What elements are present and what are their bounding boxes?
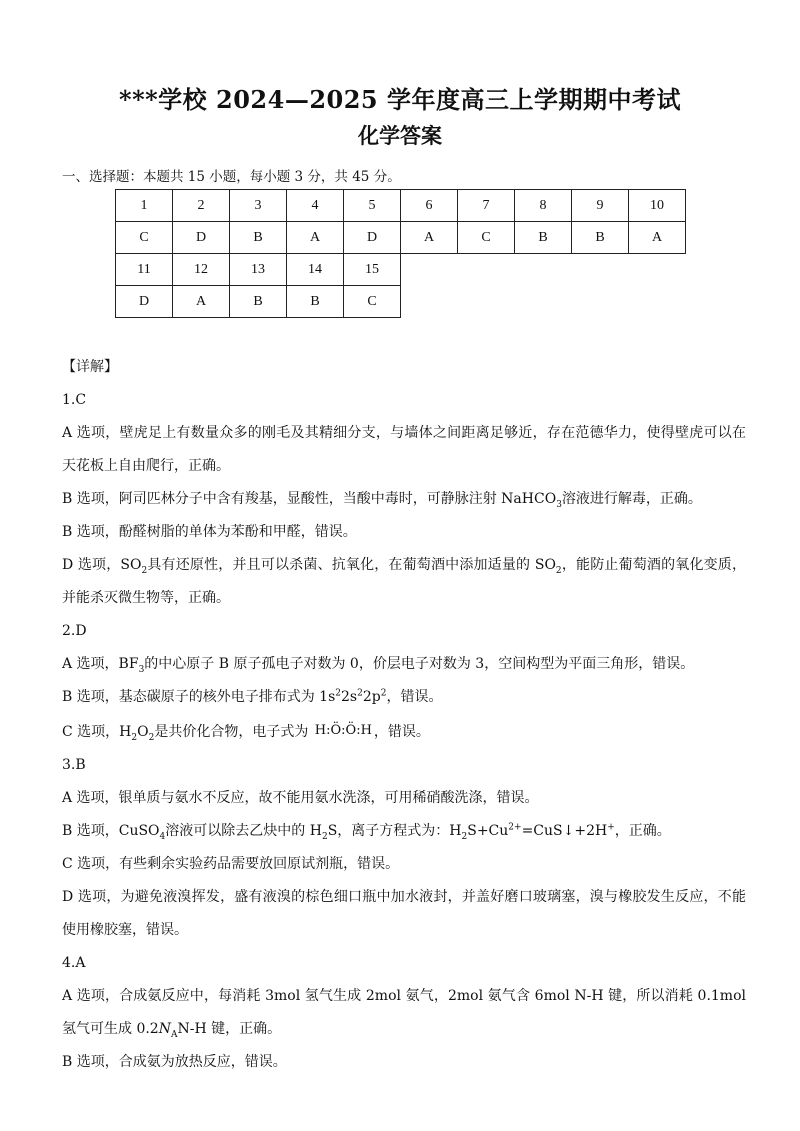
text-segment: 的中心原子 B 原子孤电子对数为 0，价层电子对数为 3，空间构型为平面三角形，错误。 [144, 656, 695, 672]
document-title: ***学校 2024—2025 学年度高三上学期期中考试 [119, 85, 681, 114]
question-number-cell: 6 [401, 190, 458, 222]
explanation-paragraph [62, 881, 746, 947]
explanation-paragraph [62, 815, 746, 848]
answer-cell: A [287, 222, 344, 254]
text-segment: 4.A [62, 955, 86, 971]
text-segment: 2s [341, 689, 358, 705]
explanation-paragraph [62, 549, 746, 615]
text-segment: 2 [131, 732, 138, 743]
text-segment: 是共价化合物，电子式为 [154, 724, 313, 740]
answer-cell: C [344, 286, 401, 318]
text-segment: ，错误。 [373, 724, 430, 740]
explanation-paragraph [62, 417, 746, 483]
question-answer-label [62, 615, 746, 648]
explanation-paragraph [62, 1046, 746, 1079]
question-number-cell: 10 [629, 190, 686, 222]
answer-cell: B [572, 222, 629, 254]
text-segment: S+Cu [467, 823, 509, 839]
answer-cell: B [230, 286, 287, 318]
explanation-paragraph [62, 681, 746, 714]
question-number-cell: 1 [116, 190, 173, 222]
text-segment: A 选项，壁虎足上有数量众多的刚毛及其精细分支，与墙体之间距离足够近，存在范德华力，使得壁虎可以在天花板上自由爬行，正确。 [62, 425, 746, 474]
explanation-paragraph [62, 648, 746, 681]
answer-cell: A [629, 222, 686, 254]
text-segment: =CuS↓+2H [521, 823, 608, 839]
question-number-cell: 14 [287, 254, 344, 286]
answer-row [116, 286, 686, 318]
question-number-cell: 13 [230, 254, 287, 286]
detail-heading: 【详解】 [62, 359, 118, 375]
text-segment: B 选项，CuSO [62, 823, 160, 839]
text-segment: 3 [138, 664, 145, 675]
text-segment: 2 [148, 732, 155, 743]
text-segment: 溶液进行解毒，正确。 [561, 491, 702, 507]
document-subtitle: 化学答案 [358, 123, 442, 148]
text-segment: N-H 键，正确。 [177, 1021, 282, 1037]
question-answer-label [62, 384, 746, 417]
text-segment: B 选项，合成氨为放热反应，错误。 [62, 1054, 287, 1070]
answer-row [116, 222, 686, 254]
empty-cell [629, 286, 686, 318]
text-segment: 2 [335, 688, 342, 699]
text-segment: A [170, 1029, 178, 1040]
text-segment: C 选项，H [62, 724, 132, 740]
empty-cell [629, 254, 686, 286]
text-segment: 具有还原性，并且可以杀菌、抗氧化，在葡萄酒中添加适量的 SO [147, 557, 556, 573]
text-segment: 2 [555, 565, 562, 576]
explanation-paragraph [62, 848, 746, 881]
text-segment: A 选项，BF [62, 656, 139, 672]
question-number-cell: 12 [173, 254, 230, 286]
detail-section [62, 351, 746, 1079]
text-segment: ，能防止葡萄酒的氧化变质，并能杀灭微生物等，正确。 [62, 557, 746, 606]
question-number-cell: 5 [344, 190, 401, 222]
answer-cell: B [287, 286, 344, 318]
answer-cell: C [116, 222, 173, 254]
question-number-cell: 15 [344, 254, 401, 286]
text-segment: O [137, 724, 149, 740]
text-segment: 3 [556, 499, 562, 510]
empty-cell [515, 254, 572, 286]
text-segment: + [607, 822, 615, 833]
text-segment: B 选项，阿司匹林分子中含有羧基，显酸性，当酸中毒时，可静脉注射 NaHCO [62, 491, 557, 507]
electron-formula: H:Ö:Ö:H [314, 723, 372, 738]
text-segment: ，正确。 [614, 823, 671, 839]
explanation-paragraph [62, 782, 746, 815]
text-segment: 2 [461, 831, 468, 842]
question-number-cell: 11 [116, 254, 173, 286]
question-number-cell: 4 [287, 190, 344, 222]
text-segment: D 选项，SO [62, 557, 142, 573]
empty-cell [572, 286, 629, 318]
text-segment: 2 [321, 831, 328, 842]
empty-cell [401, 254, 458, 286]
answer-cell: B [230, 222, 287, 254]
question-answer-label [62, 947, 746, 980]
explanation-paragraph [62, 516, 746, 549]
answer-table [115, 189, 686, 318]
explanation-paragraph [62, 483, 746, 516]
text-segment: C 选项，有些剩余实验药品需要放回原试剂瓶，错误。 [62, 856, 400, 872]
answer-cell: D [344, 222, 401, 254]
question-number-row [116, 190, 686, 222]
empty-cell [458, 254, 515, 286]
question-number-cell: 9 [572, 190, 629, 222]
text-segment: 4 [159, 831, 166, 842]
text-segment: A 选项，合成氨反应中，每消耗 3mol 氢气生成 2mol 氨气，2mol 氨气含 6mol N-H 键，所以消耗 0.1mol 氢气可生成 0.2 [62, 988, 746, 1037]
text-segment: 2 [141, 565, 148, 576]
text-segment: 1.C [62, 392, 87, 408]
text-segment: 2 [380, 688, 387, 699]
text-segment: 2 [357, 688, 363, 699]
text-segment: A 选项，银单质与氨水不反应，故不能用氨水洗涤，可用稀硝酸洗涤，错误。 [62, 790, 539, 806]
question-answer-label [62, 749, 746, 782]
question-number-cell: 7 [458, 190, 515, 222]
empty-cell [458, 286, 515, 318]
answer-cell: A [401, 222, 458, 254]
empty-cell [515, 286, 572, 318]
question-number-cell: 8 [515, 190, 572, 222]
section-heading: 一、选择题：本题共 15 小题，每小题 3 分，共 45 分。 [62, 169, 401, 185]
text-segment: 2p [362, 689, 381, 705]
empty-cell [401, 286, 458, 318]
text-segment: S，离子方程式为：H [327, 823, 462, 839]
answer-cell: D [116, 286, 173, 318]
text-segment: D 选项，为避免液溴挥发，盛有液溴的棕色细口瓶中加水液封，并盖好磨口玻璃塞，溴与橡胶发生反应，不能使用橡胶塞，错误。 [62, 889, 746, 938]
answer-cell: A [173, 286, 230, 318]
text-segment: 溶液可以除去乙炔中的 H [165, 823, 322, 839]
answer-cell: C [458, 222, 515, 254]
question-number-cell: 3 [230, 190, 287, 222]
text-segment: 2.D [62, 623, 87, 639]
text-segment: B 选项，基态碳原子的核外电子排布式为 1s [62, 689, 336, 705]
text-segment: ，错误。 [386, 689, 443, 705]
explanation-paragraph [62, 714, 746, 749]
question-number-row [116, 254, 686, 286]
text-segment: N [158, 1021, 171, 1037]
text-segment: 2+ [508, 822, 522, 833]
answer-cell: D [173, 222, 230, 254]
explanation-paragraph [62, 980, 746, 1046]
empty-cell [572, 254, 629, 286]
text-segment: B 选项，酚醛树脂的单体为苯酚和甲醛，错误。 [62, 524, 357, 540]
text-segment: 3.B [62, 757, 86, 773]
answer-cell: B [515, 222, 572, 254]
question-number-cell: 2 [173, 190, 230, 222]
